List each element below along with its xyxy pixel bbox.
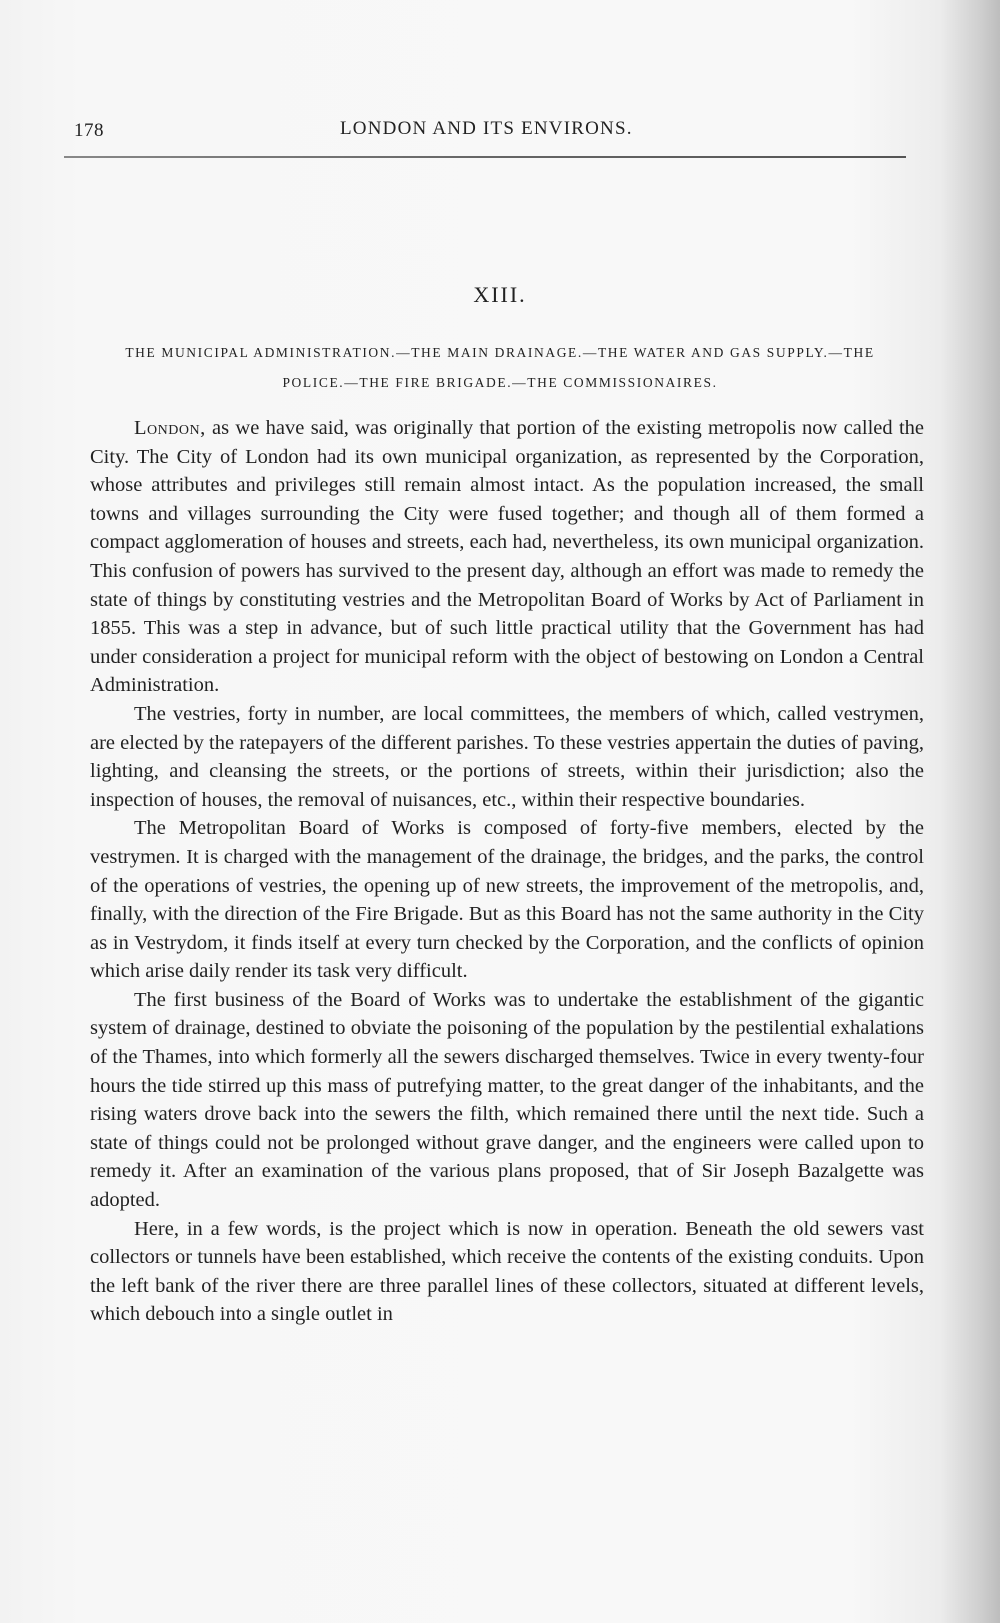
paragraph-1-text: as we have said, was originally that portion of the existing metropolis now called the City. The City of London had its own municipal organization, as represented by the Corporation, whose attributes and privileges still remain almost intact. As the population increased, the small towns and villages surrounding the City were fused together; and though all of them formed a compact agglomeration of houses and streets, each had, nevertheless, its own municipal organization. This confusion of powers has survived to the present day, although an effort was made to remedy the state of things by constituting vestries and the Metropolitan Board of Works by Act of Parliament in 1855. This was a step in advance, but of such little practical utility that the Government has had under consideration a project for municipal reform with the object of bestowing on London a Central Administration. [90, 417, 924, 697]
chapter-number: XIII. [473, 282, 527, 307]
running-head [74, 118, 910, 148]
running-title: LONDON AND ITS ENVIRONS. [340, 118, 633, 139]
header-rule [64, 156, 906, 158]
body-text [90, 414, 924, 1329]
page-number: 178 [74, 120, 104, 141]
paragraph-3: The Metropolitan Board of Works is composed of forty-five members, elected by the vestrymen. It is charged with the management of the drainage, the bridges, and the parks, the control of the operations of vestries, the opening up of new streets, the improvement of the metropolis, and, finally, with the direction of the Fire Brigade. But as this Board has not the same authority in the City as in Vestrydom, it finds itself at every turn checked by the Corporation, and the conflicts of opinion which arise daily render its task very difficult. [90, 817, 924, 983]
paragraph-lead-word: London, [134, 417, 206, 439]
paragraph-1 [90, 414, 924, 700]
paragraph-2: The vestries, forty in number, are local committees, the members of which, called vestrymen, are elected by the ratepayers of the different parishes. To these vestries appertain the duties of paving, lighting, and cleansing the streets, or the portions of streets, within their jurisdiction; also the inspection of houses, the removal of nuisances, etc., within their respective boundaries. [90, 702, 924, 811]
chapter-subtitle: THE MUNICIPAL ADMINISTRATION.—THE MAIN DRAINAGE.—THE WATER AND GAS SUPPLY.—THE POLICE.—THE FIRE BRIGADE.—THE COMMISSIONAIRES. [125, 345, 875, 390]
paragraph-5: Here, in a few words, is the project which is now in operation. Beneath the old sewers vast collectors or tunnels have been established, which receive the contents of the existing conduits. Upon the left bank of the river there are three parallel lines of these collectors, situated at different levels, which debouch into a single outlet in [90, 1217, 924, 1326]
paragraph-4: The first business of the Board of Works was to undertake the establishment of the gigantic system of drainage, destined to obviate the poisoning of the population by the pestilential exhalations of the Thames, into which formerly all the sewers discharged themselves. Twice in every twenty-four hours the tide stirred up this mass of putrefying matter, to the great danger of the inhabitants, and the rising waters drove back into the sewers the filth, which remained there until the next tide. Such a state of things could not be prolonged without grave danger, and the engineers were called upon to remedy it. After an examination of the various plans proposed, that of Sir Joseph Bazalgette was adopted. [90, 988, 924, 1212]
